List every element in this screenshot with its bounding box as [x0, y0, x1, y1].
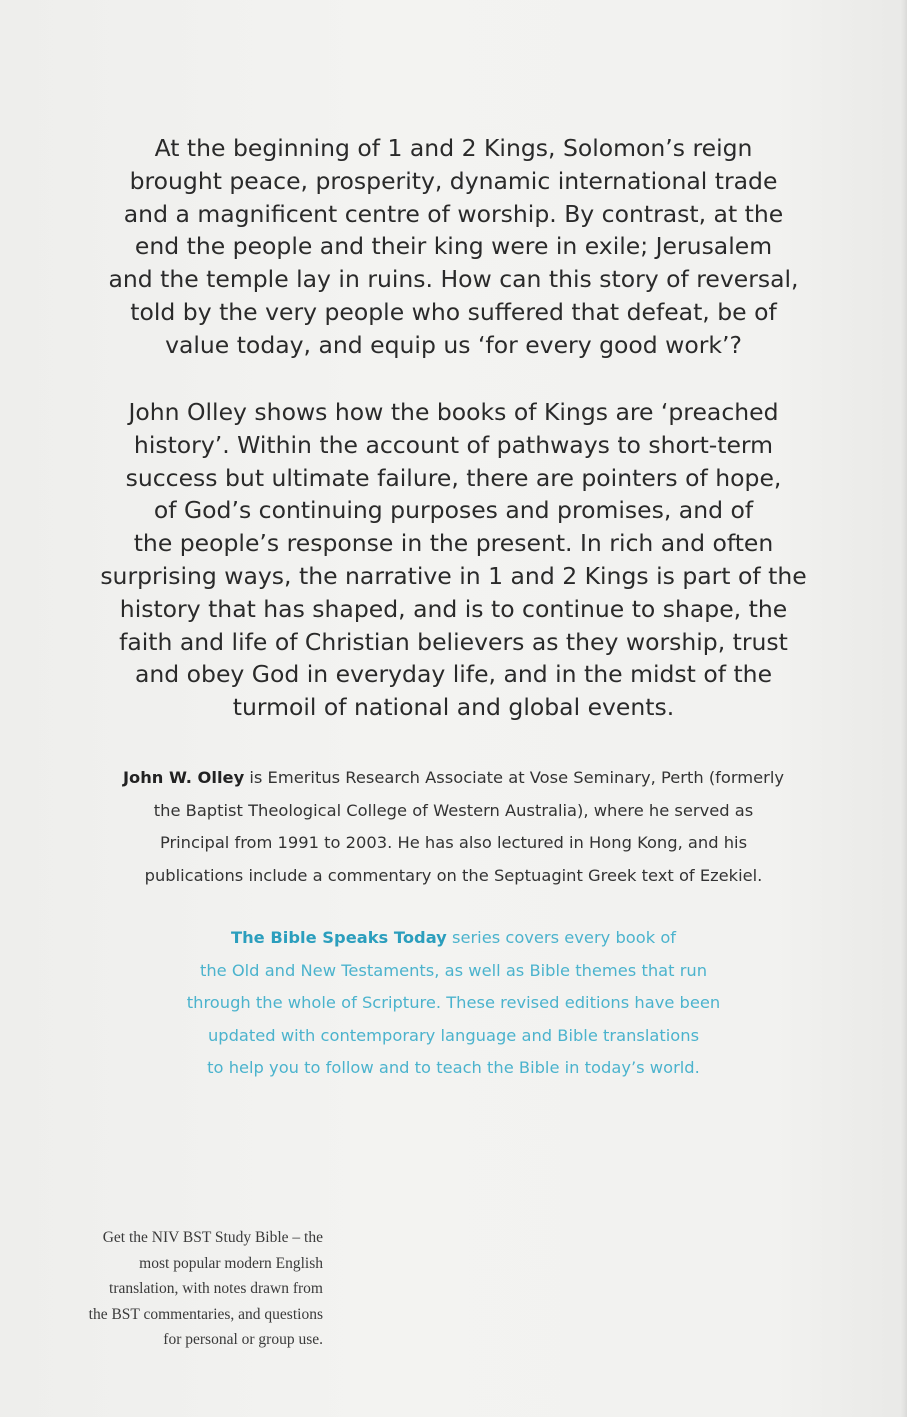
series-name: The Bible Speaks Today [230, 928, 447, 947]
author-bio-line: the Baptist Theological College of Western Australia), where he served as [153, 800, 754, 820]
blurb-line: and obey God in everyday life, and in the midst of the [134, 660, 773, 689]
author-bio-line: Principal from 1991 to 2003. He has also lectured in Hong Kong, and his [159, 833, 748, 852]
series-line [80, 922, 827, 955]
blurb-line: end the people and their king were in exile; Jerusalem [134, 232, 773, 261]
series-line: to help you to follow and to teach the Bible in today’s world. [207, 1058, 700, 1077]
blurb-line: the people’s response in the present. In rich and often [133, 529, 774, 558]
author-bio-line [60, 762, 847, 795]
series-line: the Old and New Testaments, as well as Bible themes that run [199, 960, 708, 980]
series-line: updated with contemporary language and Bible translations [207, 1025, 700, 1045]
blurb-line: history’. Within the account of pathways to short-term [133, 430, 774, 459]
blurb-line: and a magnificent centre of worship. By contrast, at the [123, 199, 784, 228]
blurb-paragraph-2 [40, 396, 867, 724]
cover-edge-shadow [901, 0, 907, 1417]
series-description [80, 922, 827, 1085]
blurb-line: brought peace, prosperity, dynamic international trade [129, 166, 778, 195]
blurb-line: value today, and equip us ‘for every good work’? [165, 330, 742, 359]
author-bio [60, 762, 847, 892]
promo-line: Get the NIV BST Study Bible – the [102, 1229, 323, 1246]
author-bio-line: publications include a commentary on the Septuagint Greek text of Ezekiel. [144, 865, 763, 885]
blurb-line: of God’s continuing purposes and promises, and of [153, 496, 754, 525]
author-name: John W. Olley [122, 768, 245, 787]
promo-line: most popular modern English [139, 1254, 323, 1272]
blurb-line: surprising ways, the narrative in 1 and 2 Kings is part of the [100, 561, 807, 590]
author-bio-text: is Emeritus Research Associate at Vose Seminary, Perth (formerly [244, 768, 785, 787]
promo-line: translation, with notes drawn from [109, 1280, 323, 1298]
series-text: series covers every book of [446, 928, 677, 947]
blurb-line: At the beginning of 1 and 2 Kings, Solomon’s reign [154, 134, 753, 162]
blurb-paragraph-1 [40, 132, 867, 362]
study-bible-promo [40, 1225, 323, 1353]
blurb-line: success but ultimate failure, there are pointers of hope, [125, 463, 782, 492]
promo-line: the BST commentaries, and questions [88, 1305, 323, 1323]
blurb-line: told by the very people who suffered that defeat, be of [130, 297, 777, 326]
blurb-line: turmoil of national and global events. [232, 693, 675, 722]
promo-line: for personal or group use. [163, 1331, 323, 1349]
blurb-line: John Olley shows how the books of Kings are ‘preached [128, 398, 779, 426]
blurb-line: faith and life of Christian believers as they worship, trust [119, 627, 788, 656]
blurb-line: history that has shaped, and is to continue to shape, the [119, 594, 788, 623]
series-line: through the whole of Scripture. These revised editions have been [186, 993, 721, 1012]
blurb-line: and the temple lay in ruins. How can this story of reversal, [108, 265, 799, 294]
